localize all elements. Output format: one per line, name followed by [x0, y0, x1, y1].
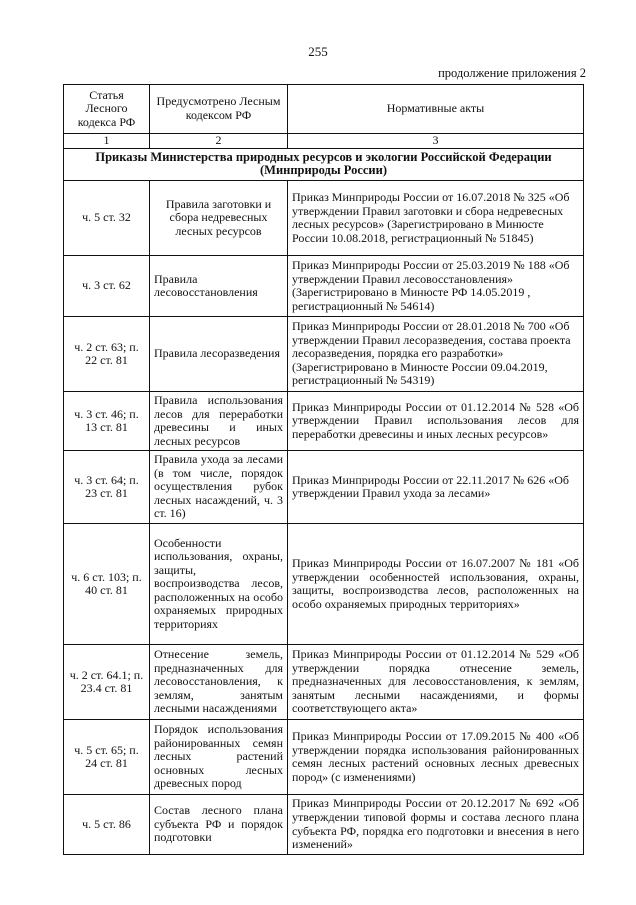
table-row: [64, 645, 584, 720]
section-title: Приказы Министерства природных ресурсов и экологии Российской Федерации (Минприроды России): [64, 148, 584, 181]
act-cell: Приказ Минприроды России от 01.12.2014 № 528 «Об утверждении Правил использования лесов для переработки древесины и иных лесных ресурсов»: [288, 392, 584, 451]
article-cell: ч. 5 ст. 65; п. 24 ст. 81: [64, 720, 150, 795]
act-cell: Приказ Минприроды России от 28.01.2018 № 700 «Об утверждении Правил лесоразведения, состава проекта лесоразведения, порядка его разработки» (Зарегистрировано в Минюсте России 09.04.2019, регистрационный № 54319): [288, 317, 584, 392]
act-cell: Приказ Минприроды России от 17.09.2015 № 400 «Об утверждении порядка использования районированных семян лесных растений основных лесных древесных пород» (с изменениями): [288, 720, 584, 795]
article-cell: ч. 3 ст. 46; п. 13 ст. 81: [64, 392, 150, 451]
act-cell: Приказ Минприроды России от 16.07.2018 № 325 «Об утверждении Правил заготовки и сбора недревесных лесных ресурсов» (Зарегистрировано в Минюсте России 10.08.2018, регистрационный № 51845): [288, 181, 584, 256]
provision-cell: Порядок использования районированных семян лесных растений основных лесных древесных пород: [150, 720, 288, 795]
continuation-label: продолжение приложения 2: [438, 66, 586, 80]
section-header-row: [64, 148, 584, 181]
article-cell: ч. 5 ст. 86: [64, 795, 150, 855]
column-number-row: [64, 134, 584, 149]
provision-cell: Отнесение земель, предназначенных для лесовосстановления, к землям, занятым лесными насаждениями: [150, 645, 288, 720]
header-acts: Нормативные акты: [288, 85, 584, 134]
article-cell: ч. 5 ст. 32: [64, 181, 150, 256]
page-number: 255: [308, 44, 328, 59]
column-number: 2: [150, 134, 288, 149]
provision-cell: Состав лесного плана субъекта РФ и порядок подготовки: [150, 795, 288, 855]
provision-cell: Правила заготовки и сбора недревесных лесных ресурсов: [150, 181, 288, 256]
column-number: 1: [64, 134, 150, 149]
table-row: [64, 451, 584, 524]
article-cell: ч. 3 ст. 64; п. 23 ст. 81: [64, 451, 150, 524]
provision-cell: Правила использования лесов для переработки древесины и иных лесных ресурсов: [150, 392, 288, 451]
article-cell: ч. 6 ст. 103; п. 40 ст. 81: [64, 524, 150, 645]
article-cell: ч. 2 ст. 63; п. 22 ст. 81: [64, 317, 150, 392]
act-cell: Приказ Минприроды России от 20.12.2017 № 692 «Об утверждении типовой формы и состава лесного плана субъекта РФ, порядка его подготовки и внесения в него изменений»: [288, 795, 584, 855]
column-number: 3: [288, 134, 584, 149]
regulations-table: [63, 84, 584, 855]
header-provision: Предусмотрено Лесным кодексом РФ: [150, 85, 288, 134]
act-cell: Приказ Минприроды России от 22.11.2017 № 626 «Об утверждении Правил ухода за лесами»: [288, 451, 584, 524]
table-header-row: [64, 85, 584, 134]
table-row: [64, 524, 584, 645]
table-row: [64, 256, 584, 317]
table-row: [64, 392, 584, 451]
act-cell: Приказ Минприроды России от 25.03.2019 № 188 «Об утверждении Правил лесовосстановления» (Зарегистрировано в Минюсте РФ 14.05.2019 , регистрационный № 54614): [288, 256, 584, 317]
article-cell: ч. 2 ст. 64.1; п. 23.4 ст. 81: [64, 645, 150, 720]
article-cell: ч. 3 ст. 62: [64, 256, 150, 317]
act-cell: Приказ Минприроды России от 16.07.2007 № 181 «Об утверждении особенностей использования, охраны, защиты, воспроизводства лесов, расположенных на особо охраняемых природных территориях»: [288, 524, 584, 645]
act-cell: Приказ Минприроды России от 01.12.2014 № 529 «Об утверждении порядка отнесение земель, предназначенных для лесовосстановления, к землям, занятым лесными насаждениями, и формы соответствующего акта»: [288, 645, 584, 720]
table-row: [64, 795, 584, 855]
table-row: [64, 181, 584, 256]
provision-cell: Особенности использования, охраны, защиты, воспроизводства лесов, расположенных на особо охраняемых природных территориях: [150, 524, 288, 645]
header-article: Статья Лесного кодекса РФ: [64, 85, 150, 134]
provision-cell: Правила лесоразведения: [150, 317, 288, 392]
table-row: [64, 317, 584, 392]
table-row: [64, 720, 584, 795]
provision-cell: Правила ухода за лесами (в том числе, порядок осуществления рубок лесных насаждений, ч. 3 ст. 16): [150, 451, 288, 524]
provision-cell: Правила лесовосстановления: [150, 256, 288, 317]
